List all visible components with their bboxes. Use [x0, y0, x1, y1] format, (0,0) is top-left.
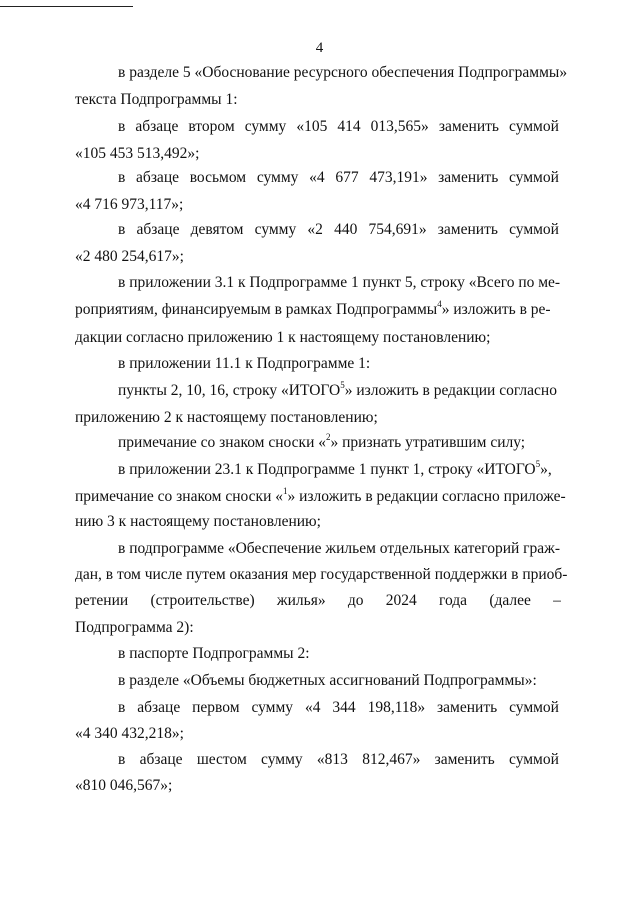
- text-line: в разделе 5 «Обоснование ресурсного обеспечения Подпрограммы»: [118, 64, 568, 81]
- justified-line: [118, 699, 559, 717]
- text-line: роприятиям, финансируемым в рамках Подпрограммы$^4$» изложить в ре-: [75, 298, 551, 318]
- text-line: пункты 2, 10, 16, строку «ИТОГО$^5$» изложить в редакции согласно: [118, 379, 557, 399]
- text-line: «105 453 513,492»;: [75, 145, 200, 162]
- word: «4: [309, 169, 325, 186]
- text-line: «4 716 973,117»;: [75, 196, 184, 213]
- text-line: дакции согласно приложению 1 к настоящему постановлению;: [75, 329, 491, 346]
- text-line: примечание со знаком сноски «$^1$» изложить в редакции согласно приложе-: [75, 485, 566, 505]
- word: восьмом: [189, 169, 247, 186]
- text-line: Подпрограмма 2):: [75, 619, 194, 636]
- justified-line: [118, 169, 559, 187]
- word: заменить: [437, 699, 498, 716]
- justified-line: [118, 221, 559, 239]
- page-number: 4: [315, 40, 324, 56]
- word: в: [118, 169, 126, 186]
- text-line: текста Подпрограммы 1:: [75, 91, 238, 108]
- word: заменить: [438, 118, 499, 135]
- word: 2024: [385, 592, 417, 609]
- footnote-mark: 1: [283, 485, 288, 496]
- word: шестом: [196, 751, 247, 768]
- word: сумму: [251, 699, 294, 716]
- word: в: [118, 118, 126, 135]
- text-line: в приложении 23.1 к Подпрограмме 1 пункт 1, строку «ИТОГО$^5$»,: [118, 458, 552, 478]
- text-line: в подпрограмме «Обеспечение жильем отдельных категорий граж-: [118, 540, 561, 557]
- word: в: [118, 751, 126, 768]
- justified-line: [75, 592, 561, 610]
- word: суммой: [509, 169, 559, 186]
- text-line: «4 340 432,218»;: [75, 725, 184, 742]
- word: сумму: [244, 118, 287, 135]
- word: «2: [307, 221, 323, 238]
- text-line: в приложении 11.1 к Подпрограмме 1:: [118, 355, 371, 372]
- text-line: дан, в том числе путем оказания мер государственной поддержки в приоб-: [75, 566, 568, 583]
- word: 473,191»: [369, 169, 428, 186]
- word: 414: [337, 118, 361, 135]
- text-line: «2 480 254,617»;: [75, 248, 184, 265]
- text-line: в паспорте Подпрограммы 2:: [118, 645, 310, 662]
- word: 013,565»: [370, 118, 429, 135]
- word: абзаце: [136, 221, 180, 238]
- word: абзаце: [135, 118, 179, 135]
- footnote-mark: 4: [437, 298, 442, 309]
- word: в: [118, 221, 126, 238]
- word: абзаце: [139, 751, 183, 768]
- word: «4: [304, 699, 321, 716]
- word: жилья»: [276, 592, 326, 609]
- word: до: [347, 592, 364, 609]
- word: суммой: [509, 751, 559, 768]
- word: суммой: [509, 699, 559, 716]
- word: первом: [192, 699, 240, 716]
- word: суммой: [509, 118, 559, 135]
- word: абзаце: [137, 699, 181, 716]
- justified-line: [118, 751, 559, 769]
- word: (строительстве): [150, 592, 255, 609]
- word: 812,467»: [362, 751, 421, 768]
- footnote-mark: 5: [340, 379, 345, 390]
- text-line: приложению 2 к настоящему постановлению;: [75, 409, 378, 426]
- footnote-mark: 5: [535, 458, 541, 469]
- text-line: нию 3 к настоящему постановлению;: [75, 513, 321, 530]
- word: заменить: [438, 169, 499, 186]
- word: заменить: [434, 751, 495, 768]
- text-line: примечание со знаком сноски «$^2$» признать утратившим силу;: [118, 431, 526, 451]
- word: сумму: [256, 169, 299, 186]
- word: сумму: [261, 751, 303, 768]
- text-line: «810 046,567»;: [75, 777, 173, 794]
- word: абзаце: [136, 169, 179, 186]
- word: года: [439, 592, 468, 609]
- footnote-mark: 2: [326, 431, 331, 442]
- word: сумму: [254, 221, 297, 238]
- word: (далее: [489, 592, 531, 609]
- word: заменить: [437, 221, 498, 238]
- word: –: [553, 592, 561, 609]
- word: 754,691»: [368, 221, 427, 238]
- word: в: [118, 699, 126, 716]
- word: суммой: [509, 221, 559, 238]
- word: 344: [332, 699, 356, 716]
- word: ретении: [75, 592, 129, 609]
- word: 677: [335, 169, 359, 186]
- text-line: в приложении 3.1 к Подпрограмме 1 пункт 5, строку «Всего по ме-: [118, 274, 561, 291]
- word: девятом: [190, 221, 244, 238]
- corner-rule: [0, 6, 133, 7]
- justified-line: [118, 118, 559, 136]
- word: втором: [188, 118, 235, 135]
- word: «813: [316, 751, 348, 768]
- word: 440: [334, 221, 358, 238]
- word: «105: [296, 118, 328, 135]
- text-line: в разделе «Объемы бюджетных ассигнований Подпрограммы»:: [118, 672, 537, 689]
- word: 198,118»: [367, 699, 426, 716]
